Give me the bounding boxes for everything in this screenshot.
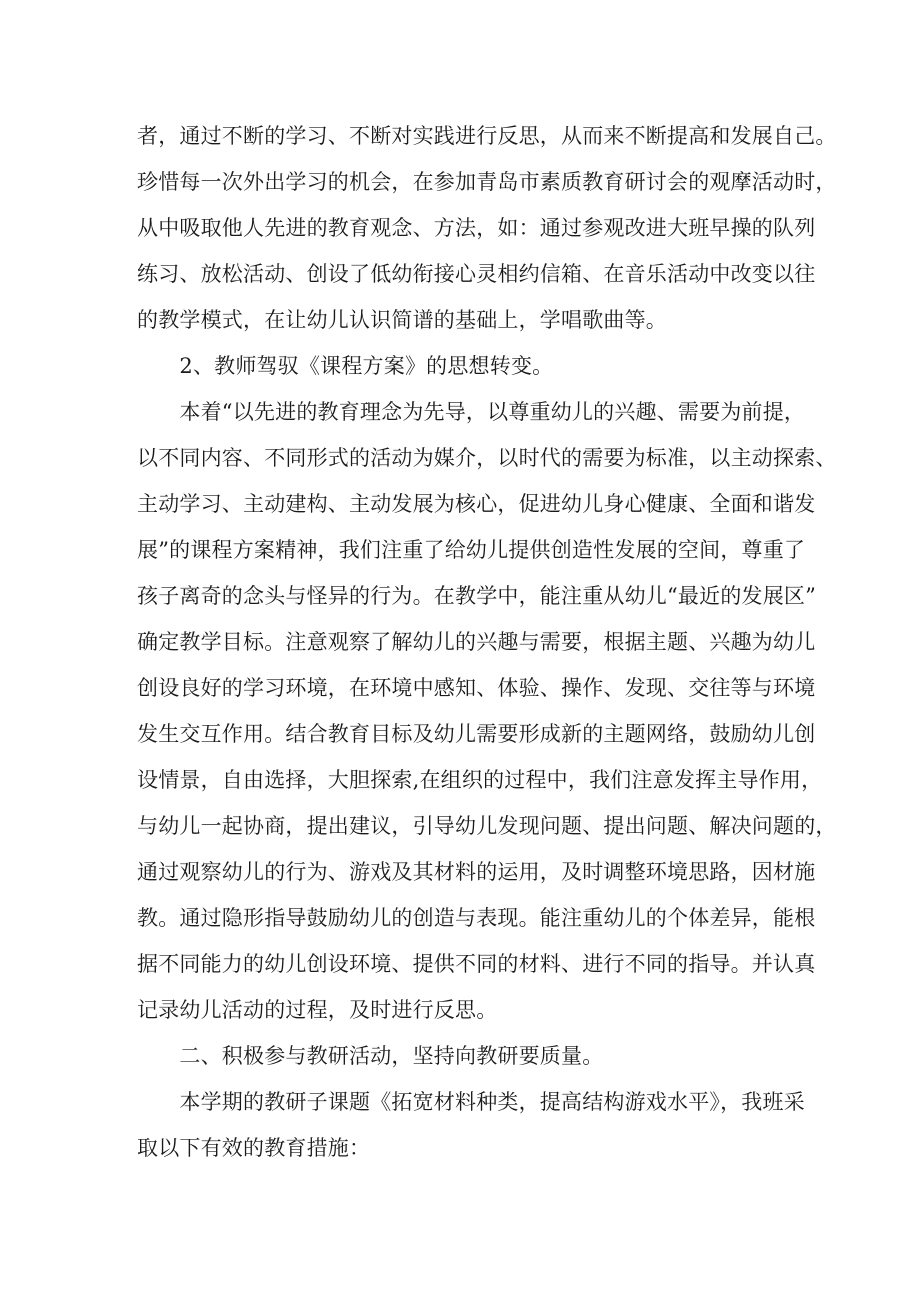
text-line: 主动学习、主动建构、主动发展为核心，促进幼儿身心健康、全面和谐发 <box>137 492 816 516</box>
text-line: 创设良好的学习环境，在环境中感知、体验、操作、发现、交往等与环境 <box>137 676 816 700</box>
text-line: 者，通过不断的学习、不断对实践进行反思，从而来不断提高和发展自己。 <box>137 124 837 148</box>
text-line: 记录幼儿活动的过程，及时进行反思。 <box>137 998 498 1022</box>
text-line: 本着“以先进的教育理念为先导，以尊重幼儿的兴趣、需要为前提， <box>137 400 806 424</box>
text-line: 设情景，自由选择，大胆探索,在组织的过程中，我们注意发挥主导作用， <box>137 768 823 792</box>
text-line: 据不同能力的幼儿创设环境、提供不同的材料、进行不同的指导。并认真 <box>137 952 816 976</box>
text-line: 练习、放松活动、创设了低幼衔接心灵相约信箱、在音乐活动中改变以往 <box>137 262 816 286</box>
text-line: 珍惜每一次外出学习的机会，在参加青岛市素质教育研讨会的观摩活动时， <box>137 170 837 194</box>
text-line: 发生交互作用。结合教育目标及幼儿需要形成新的主题网络，鼓励幼儿创 <box>137 722 816 746</box>
section-heading: 2、教师驾驭《课程方案》的思想转变。 <box>137 354 554 378</box>
body-text <box>137 113 837 1171</box>
text-line: 通过观察幼儿的行为、游戏及其材料的运用，及时调整环境思路，因材施 <box>137 860 816 884</box>
text-line: 教。通过隐形指导鼓励幼儿的创造与表现。能注重幼儿的个体差异，能根 <box>137 906 816 930</box>
text-line: 从中吸取他人先进的教育观念、方法，如：通过参观改进大班早操的队列 <box>137 216 816 240</box>
text-line: 确定教学目标。注意观察了解幼儿的兴趣与需要，根据主题、兴趣为幼儿 <box>137 630 816 654</box>
section-heading: 二、积极参与教研活动，坚持向教研要质量。 <box>137 1044 604 1068</box>
text-line: 的教学模式，在让幼儿认识简谱的基础上，学唱歌曲等。 <box>137 308 667 332</box>
text-line: 孩子离奇的念头与怪异的行为。在教学中，能注重从幼儿“最近的发展区” <box>137 584 817 608</box>
text-line: 本学期的教研子课题《拓宽材料种类，提高结构游戏水平》，我班采 <box>137 1090 805 1114</box>
text-line: 与幼儿一起协商，提出建议，引导幼儿发现问题、提出问题、解决问题的， <box>137 814 837 838</box>
text-line: 取以下有效的教育措施： <box>137 1136 371 1160</box>
text-line: 以不同内容、不同形式的活动为媒介，以时代的需要为标准，以主动探索、 <box>137 446 837 470</box>
text-line: 展”的课程方案精神，我们注重了给幼儿提供创造性发展的空间，尊重了 <box>137 538 806 562</box>
